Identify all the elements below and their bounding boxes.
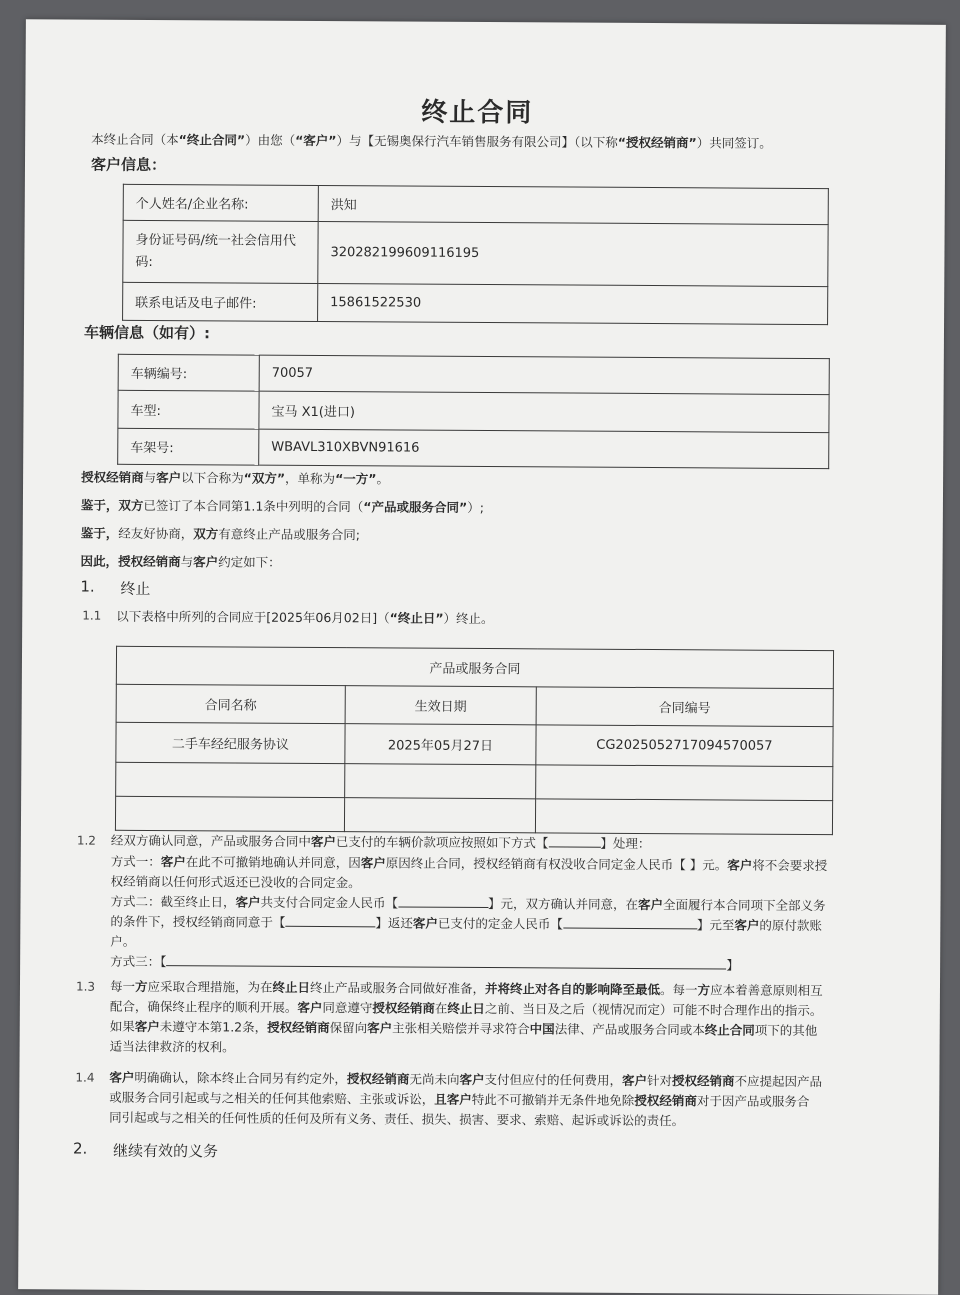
section-2-number: 2. [72, 1139, 88, 1158]
recital-whereas-2: 鉴于，经友好协商，双方有意终止产品或服务合同; [80, 525, 361, 543]
clause-1-3-line-2: 配合，确保终止程序的顺利开展。客户同意遵守授权经销商在终止日之前、当日及之后（视情况而定）可能不时合理作出的指示。 [109, 998, 823, 1019]
method-2-line-2: 的条件下，授权经销商同意于【 】返还客户已支付的定金人民币【 】元至客户的原付款账 [110, 913, 823, 934]
header-contract-name: 合同名称 [116, 684, 345, 723]
effective-date-cell: 2025年05月27日 [345, 724, 536, 765]
vehicle-number-label: 车辆编号: [118, 354, 259, 391]
header-effective-date: 生效日期 [345, 686, 536, 725]
customer-contact-label: 联系电话及电子邮件: [123, 282, 318, 321]
empty-cell [116, 762, 345, 797]
table-row [115, 796, 832, 834]
intro-paragraph: 本终止合同（本“终止合同”）由您（“客户”）与【无锡奥保行汽车销售服务有限公司】（以下称“授权经销商”）共同签订。 [91, 131, 772, 151]
clause-1-2-number: 1.2 [76, 833, 97, 848]
table-row [123, 282, 828, 324]
recital-therefore: 因此，授权经销商与客户约定如下： [80, 553, 281, 570]
recital-parties: 授权经销商与客户以下合称为“双方”，单称为“一方”。 [81, 469, 390, 487]
vehicle-info-table [117, 354, 830, 469]
table-row [116, 684, 833, 726]
table-row [118, 390, 829, 432]
contract-name-cell: 二手车经纪服务协议 [116, 722, 345, 763]
vehicle-number-value: 70057 [259, 355, 829, 394]
contract-page [18, 19, 946, 1295]
table-row [116, 722, 833, 766]
section-1-title: 终止 [120, 579, 151, 598]
clause-1-3-line-4: 适当法律救济的权利。 [109, 1038, 235, 1055]
clause-1-3-number: 1.3 [75, 979, 96, 994]
customer-id-value: 320282199609116195 [318, 221, 828, 286]
vehicle-model-value: 宝马 X1(进口) [259, 391, 829, 432]
method-3-line: 方式三：【 】 [110, 953, 739, 973]
method-1-line-1: 方式一：客户在此不可撤销地确认并同意，因客户原因终止合同，授权经销商有权没收合同定金人民币【 】元。客户将不会要求授 [110, 853, 828, 874]
contract-table [115, 646, 834, 835]
clause-1-4-number: 1.4 [75, 1070, 95, 1085]
clause-1-2-line-1: 经双方确认同意，产品或服务合同中客户已支付的车辆价款项应按照如下方式【 】处理： [110, 832, 651, 852]
document-title: 终止合同 [421, 97, 534, 129]
clause-1-3-line-1: 每一方应采取合理措施，为在终止日终止产品或服务合同做好准备，并将终止对各自的影响降至最低。每一方应本着善意原则相互 [109, 978, 823, 999]
vehicle-vin-value: WBAVL310XBVN91616 [259, 429, 829, 468]
customer-info-table [122, 184, 829, 325]
empty-cell [344, 798, 535, 833]
table-row [116, 646, 833, 688]
customer-id-label: 身份证号码/统一社会信用代码: [123, 220, 318, 283]
customer-info-heading: 客户信息： [90, 155, 167, 175]
empty-cell [536, 765, 833, 801]
clause-1-1-text: 以下表格中所列的合同应于[2025年06月02日]（“终止日”）终止。 [116, 608, 494, 627]
clause-1-4-line-2: 或服务合同引起或与之相关的任何其他索赔、主张或诉讼，且客户特此不可撤销并无条件地免除授权经销商对于因产品或服务合 [109, 1089, 810, 1110]
vehicle-info-heading: 车辆信息（如有）: [83, 323, 211, 343]
clause-1-4-line-3: 同引起或与之相关的任何性质的任何及所有义务、责任、损失、损害、要求、索赔、起诉或诉讼的责任。 [109, 1109, 685, 1129]
table-row [118, 428, 829, 468]
clause-1-1-number: 1.1 [82, 608, 102, 623]
customer-name-label: 个人姓名/企业名称: [123, 184, 318, 221]
vehicle-vin-label: 车架号: [118, 428, 259, 465]
contract-number-cell: CG2025052717094570057 [536, 725, 833, 767]
section-2-title: 继续有效的义务 [112, 1141, 219, 1161]
empty-cell [115, 796, 344, 831]
table-row [116, 762, 833, 800]
table-row [123, 184, 828, 224]
customer-contact-value: 15861522530 [318, 283, 828, 324]
empty-cell [535, 799, 832, 835]
method-1-line-2: 权经销商以任何形式返还已没收的合同定金。 [110, 873, 361, 891]
clause-1-4-line-1: 客户明确确认，除本终止合同另有约定外，授权经销商无尚未向客户支付但应付的任何费用，客户针对授权经销商不应提起因产品 [109, 1069, 823, 1090]
method-2-line-3: 户。 [110, 933, 136, 949]
clause-1-3-line-3: 如果客户未遵守本第1.2条，授权经销商保留向客户主张相关赔偿并寻求符合中国法律、产品或服务合同或本终止合同项下的其他 [109, 1018, 818, 1039]
customer-name-value: 洪知 [318, 185, 828, 224]
empty-cell [345, 764, 536, 799]
recital-whereas-1: 鉴于，双方已签订了本合同第1.1条中列明的合同（“产品或服务合同”）; [80, 497, 485, 516]
table-row [123, 220, 828, 286]
section-1-number: 1. [80, 577, 95, 596]
header-contract-number: 合同编号 [536, 687, 833, 727]
method-2-line-1: 方式二：截至终止日，客户共支付合同定金人民币【 】元，双方确认并同意，在客户全面履行本合同项下全部义务 [110, 893, 826, 914]
contract-table-caption: 产品或服务合同 [116, 646, 833, 688]
vehicle-model-label: 车型: [118, 390, 259, 429]
table-row [118, 354, 829, 394]
